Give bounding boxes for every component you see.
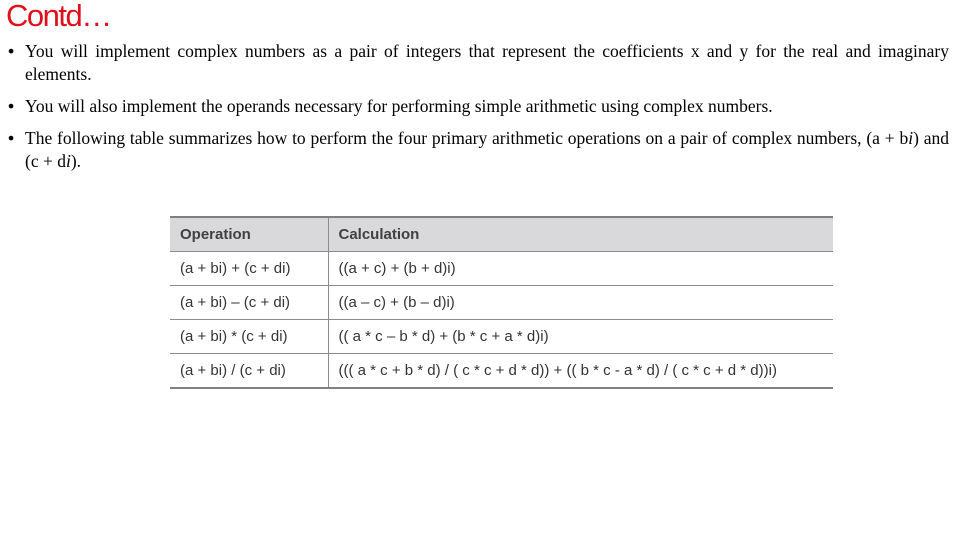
bullet-text [25,128,949,171]
bullet-text-part: The following table summarizes how to perform the four primary arithmetic operations on a pair of complex numbers, (a + b [25,128,909,148]
column-header-calculation: Calculation [328,217,833,252]
operation-cell: (a + bi) * (c + di) [180,328,288,345]
bullet-text: You will also implement the operands necessary for performing simple arithmetic using complex numbers. [25,96,773,116]
table-header-row [170,217,833,252]
table-row [170,320,833,354]
bullet-item [8,127,949,173]
imaginary-unit: i [908,128,914,148]
operation-cell: (a + bi) / (c + di) [180,362,286,379]
table-row [170,252,833,286]
operation-cell: (a + bi) + (c + di) [180,260,291,277]
slide-title: Contd… [6,0,111,33]
calculation-cell: ((a + c) + (b + d)i) [328,252,833,286]
bullet-item [8,95,949,118]
bullet-text-part: ). [70,151,82,171]
operation-cell: (a + bi) – (c + di) [180,294,291,311]
bullet-item [8,40,949,86]
bullet-text-part: ) and (c + d [25,128,949,171]
column-header-operation: Operation [180,226,251,243]
calculation-cell: ((( a * c + b * d) / ( c * c + d * d)) + (( b * c - a * d) / ( c * c + d * d))i) [328,354,833,389]
operations-table-wrapper [170,216,833,389]
bullet-list [8,40,949,173]
bullet-icon: • [8,41,15,61]
calculation-cell: ((a – c) + (b – d)i) [328,286,833,320]
calculation-cell: (( a * c – b * d) + (b * c + a * d)i) [328,320,833,354]
table-row [170,286,833,320]
bullet-icon: • [8,128,15,148]
bullet-icon: • [8,96,15,116]
bullet-text: You will implement complex numbers as a pair of integers that represent the coefficients x and y for the real and imaginary elements. [25,41,949,84]
table-row [170,354,833,389]
operations-table [170,216,833,389]
imaginary-unit: i [65,151,71,171]
